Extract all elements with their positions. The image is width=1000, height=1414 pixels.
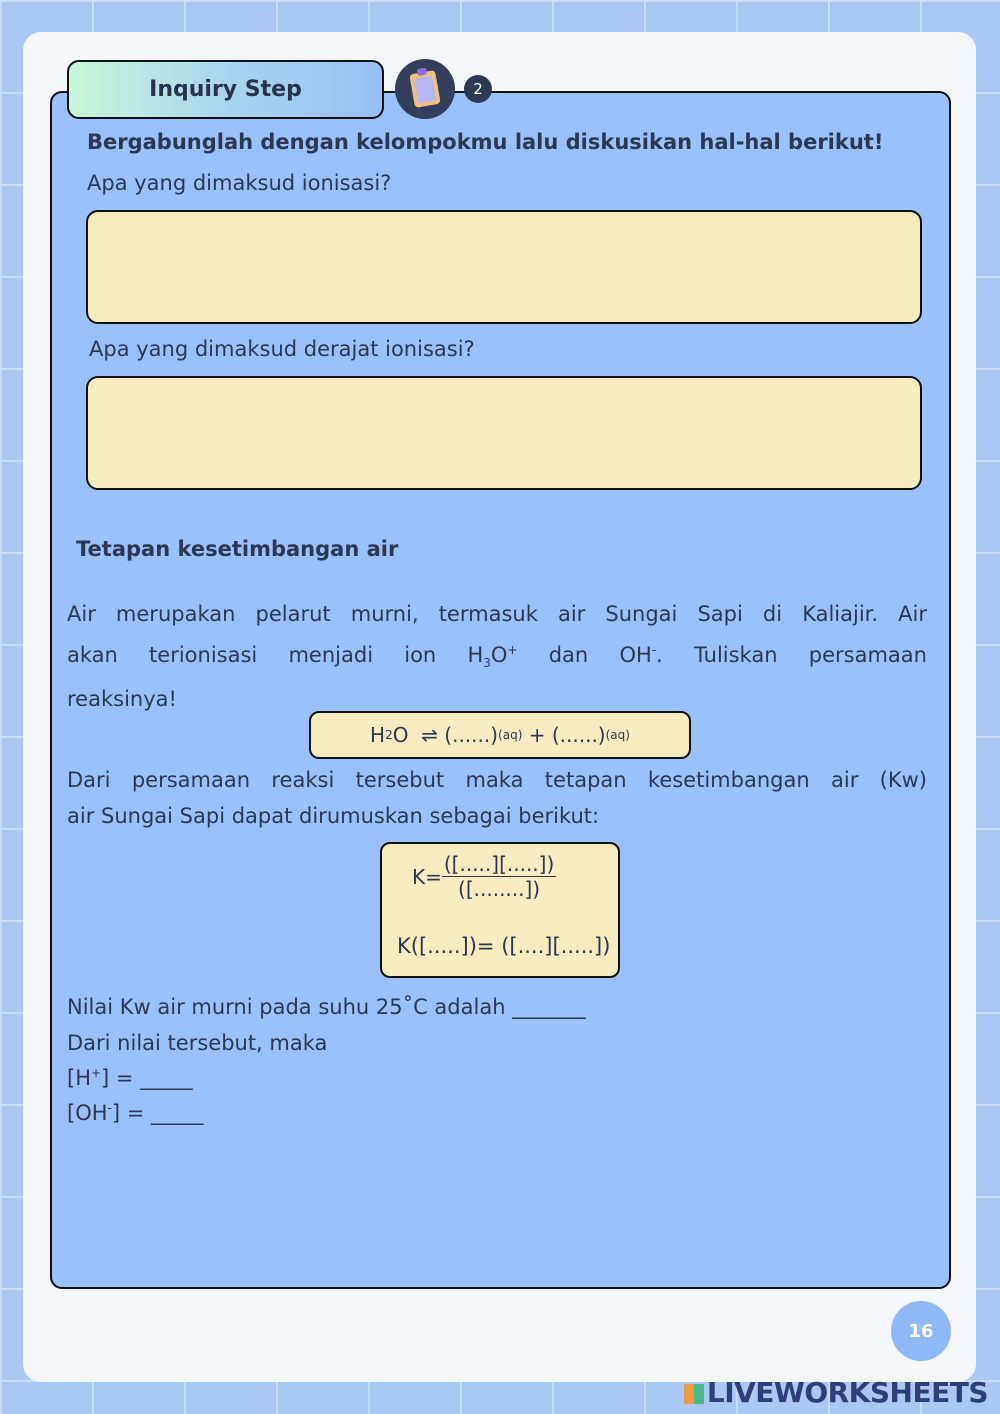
inquiry-step-title: Inquiry Step (67, 60, 384, 119)
clipboard-icon (395, 59, 455, 119)
para1-line3: reaksinya! (67, 687, 177, 712)
para1-line2: akan terionisasi menjadi ion $H_3O^+$ dan OH-. Tuliskan persamaan (67, 643, 927, 671)
para1-line1: Air merupakan pelarut murni, termasuk air Sungai Sapi di Kaliajir. Air (67, 602, 927, 626)
para2-line2: air Sungai Sapi dapat dirumuskan sebagai berikut: (67, 804, 600, 828)
equilibrium-formula-box[interactable]: K= $\frac{([.....][.....])}{([........])}$ K([.....])= ([....][.....]) (380, 842, 620, 978)
liveworksheets-logo: LIVEWORKSHEETS (684, 1376, 988, 1409)
para2-line1: Dari persamaan reaksi tersebut maka tetapan kesetimbangan air (Kw) (67, 768, 927, 792)
paragraph-1 (67, 596, 927, 717)
question-2: Apa yang dimaksud derajat ionisasi? (89, 337, 475, 361)
reaction-equation-box[interactable]: H 2 O ⇌ (......) (aq) + (......) (aq) (309, 711, 691, 759)
oh-concentration: [OH-] = _____ (67, 1101, 204, 1125)
step-badge: 2 (464, 75, 492, 103)
h-concentration: [H+] = _____ (67, 1066, 193, 1090)
answer-box-1[interactable] (86, 210, 922, 324)
kw-question: Nilai Kw air murni pada suhu 25˚C adalah _______ (67, 995, 586, 1019)
paragraph-2 (67, 762, 927, 834)
page-number: 16 (891, 1301, 951, 1361)
answer-box-2[interactable] (86, 376, 922, 490)
instruction: Bergabunglah dengan kelompokmu lalu diskusikan hal-hal berikut! (87, 130, 884, 154)
question-1: Apa yang dimaksud ionisasi? (87, 171, 392, 195)
section-title: Tetapan kesetimbangan air (76, 537, 399, 561)
kw-followup: Dari nilai tersebut, maka (67, 1031, 328, 1055)
